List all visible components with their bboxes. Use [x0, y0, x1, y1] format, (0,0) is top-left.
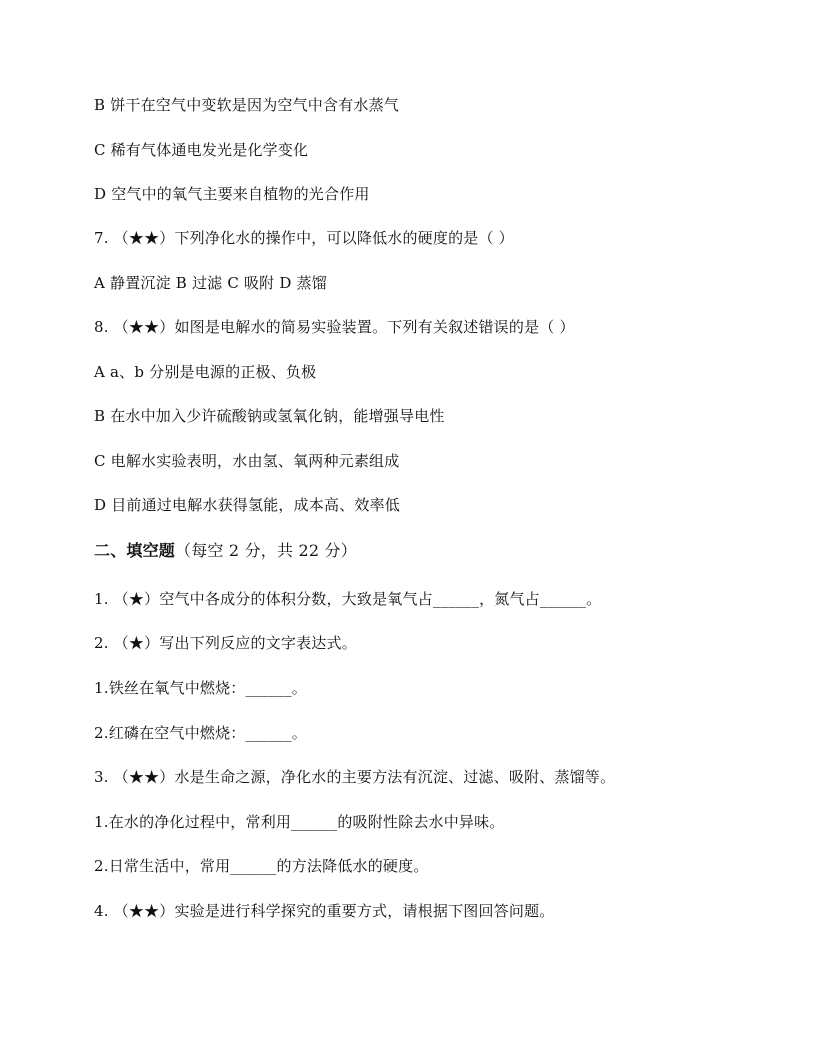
question-8: 8. （★★）如图是电解水的简易实验装置。下列有关叙述错误的是（ ） [94, 318, 575, 336]
section-title: 二、填空题 [94, 541, 176, 560]
fill-question-2-part-1: 1.铁丝在氧气中燃烧：______。 [94, 679, 307, 697]
fill-question-3-part-1: 1.在水的净化过程中，常利用______的吸附性除去水中异味。 [94, 813, 505, 831]
question-8-option-b: B 在水中加入少许硫酸钠或氢氧化钠，能增强导电性 [94, 407, 445, 425]
fill-question-2-part-2: 2.红磷在空气中燃烧：______。 [94, 724, 307, 742]
question-7: 7. （★★）下列净化水的操作中，可以降低水的硬度的是（ ） [94, 229, 514, 247]
section-note: （每空 2 分，共 22 分） [175, 541, 357, 560]
fill-question-3-part-2: 2.日常生活中，常用______的方法降低水的硬度。 [94, 857, 429, 875]
fill-question-3: 3. （★★）水是生命之源，净化水的主要方法有沉淀、过滤、吸附、蒸馏等。 [94, 768, 616, 786]
section-heading [94, 541, 357, 561]
question-8-option-c: C 电解水实验表明，水由氢、氧两种元素组成 [94, 452, 400, 470]
fill-question-4: 4. （★★）实验是进行科学探究的重要方式，请根据下图回答问题。 [94, 902, 555, 920]
question-7-options: A 静置沉淀 B 过滤 C 吸附 D 蒸馏 [94, 274, 327, 292]
fill-question-1: 1. （★）空气中各成分的体积分数，大致是氧气占______，氮气占______。 [94, 590, 602, 608]
option-b-biscuit: B 饼干在空气中变软是因为空气中含有水蒸气 [94, 96, 399, 114]
fill-question-2: 2. （★）写出下列反应的文字表达式。 [94, 634, 357, 652]
option-d-oxygen-source: D 空气中的氧气主要来自植物的光合作用 [94, 185, 370, 203]
question-8-option-d: D 目前通过电解水获得氢能，成本高、效率低 [94, 496, 400, 514]
option-c-noble-gas: C 稀有气体通电发光是化学变化 [94, 141, 309, 159]
question-8-option-a: A a、b 分别是电源的正极、负极 [94, 363, 317, 381]
